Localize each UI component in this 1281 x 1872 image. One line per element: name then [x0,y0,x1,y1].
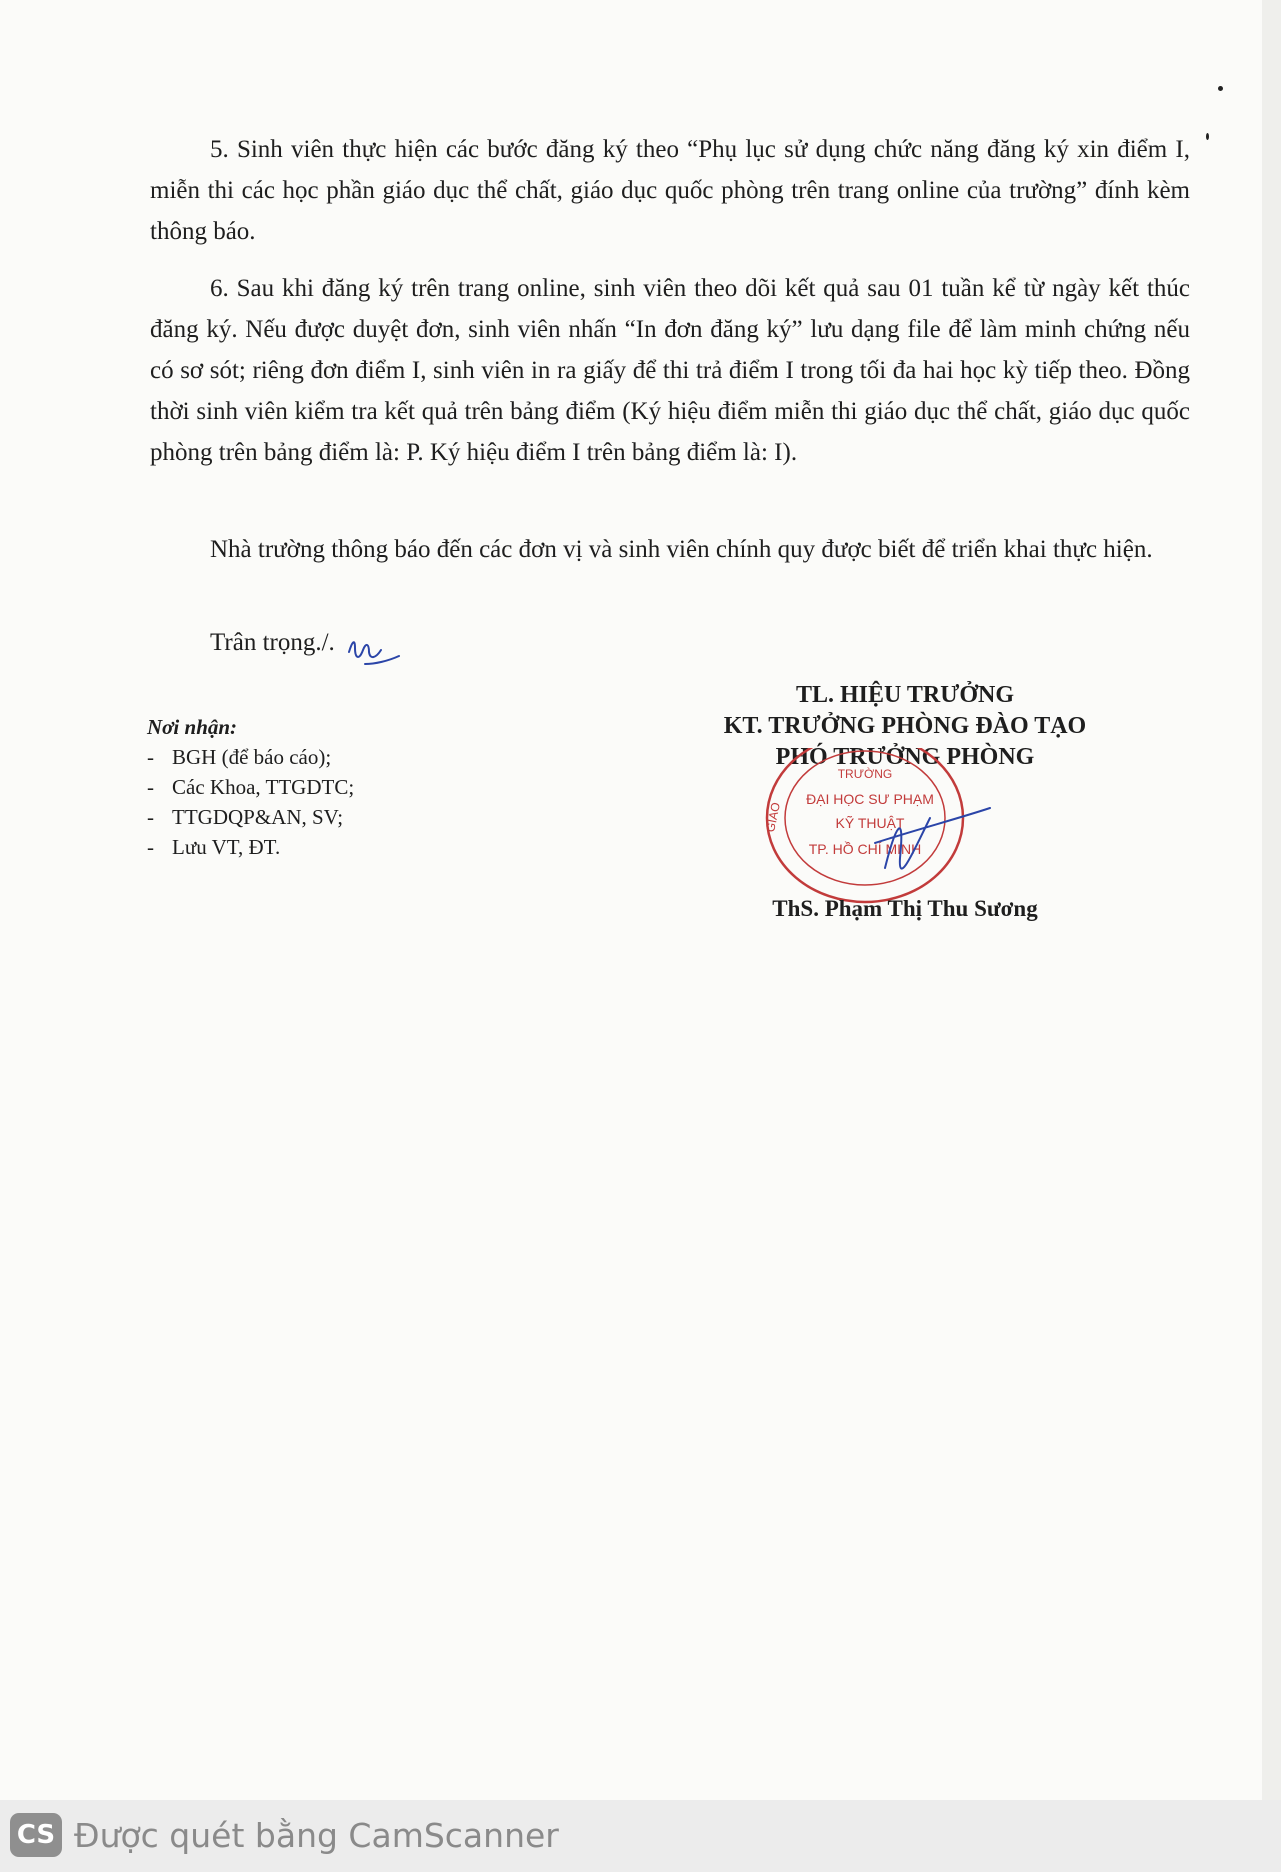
scanner-footer [0,1800,1281,1872]
stamp-text-line1: TRƯỜNG [837,767,893,781]
camscanner-logo-icon: CS [10,1813,62,1857]
recipient-item: - BGH (để báo cáo); [147,742,354,772]
stamp-text-line2: ĐẠI HỌC SƯ PHẠM [806,791,934,807]
stamp-text-line4: TP. HỒ CHÍ MINH [808,841,922,857]
signature-line-2: KT. TRƯỞNG PHÒNG ĐÀO TẠO [723,713,1087,739]
recipients-block [147,712,354,862]
scanner-watermark-text: Được quét bằng CamScanner [74,1816,559,1855]
signer-name: ThS. Phạm Thị Thu Sương [772,896,1038,921]
recipient-item: - Lưu VT, ĐT. [147,832,354,862]
closing-text: Trân trọng./. [210,629,335,656]
signature-line-1: TL. HIỆU TRƯỞNG [795,682,1015,708]
paragraph-6: 6. Sau khi đăng ký trên trang online, sinh viên theo dõi kết quả sau 01 tuần kể từ ngày kết thúc đăng ký. Nếu được duyệt đơn, sinh viên nhấn “In đơn đăng ký” lưu dạng file để làm minh chứng nếu có sơ sót; riêng đơn điểm I, sinh viên in ra giấy để thi trả điểm I trong tối đa hai học kỳ tiếp theo. Đồng thời sinh viên kiểm tra kết quả trên bảng điểm (Ký hiệu điểm miễn thi giáo dục thể chất, giáo dục quốc phòng trên bảng điểm là: P. Ký hiệu điểm I trên bảng điểm là: I). [150,275,1190,466]
stamp-text-line3: KỸ THUẬT [835,815,905,831]
paragraph-announcement: Nhà trường thông báo đến các đơn vị và sinh viên chính quy được biết để triển khai thực hiện. [210,536,1153,563]
scan-edge [1262,0,1281,1800]
paragraph-5: 5. Sinh viên thực hiện các bước đăng ký theo “Phụ lục sử dụng chức năng đăng ký xin điểm I, miễn thi các học phần giáo dục thể chất, giáo dục quốc phòng trên trang online của trường” đính kèm thông báo. [150,136,1190,245]
signature-line-3: PHÓ TRƯỞNG PHÒNG [775,744,1035,770]
stamp-ring-text: GIÁO [763,801,784,834]
recipients-list [147,742,354,862]
recipients-title: Nơi nhận: [147,715,238,739]
initial-signature [343,628,403,678]
recipient-item: - TTGDQP&AN, SV; [147,802,354,832]
recipient-item: - Các Khoa, TTGDTC; [147,772,354,802]
official-stamp [755,748,995,908]
scan-speck [1218,86,1223,91]
scan-speck [1206,133,1209,140]
